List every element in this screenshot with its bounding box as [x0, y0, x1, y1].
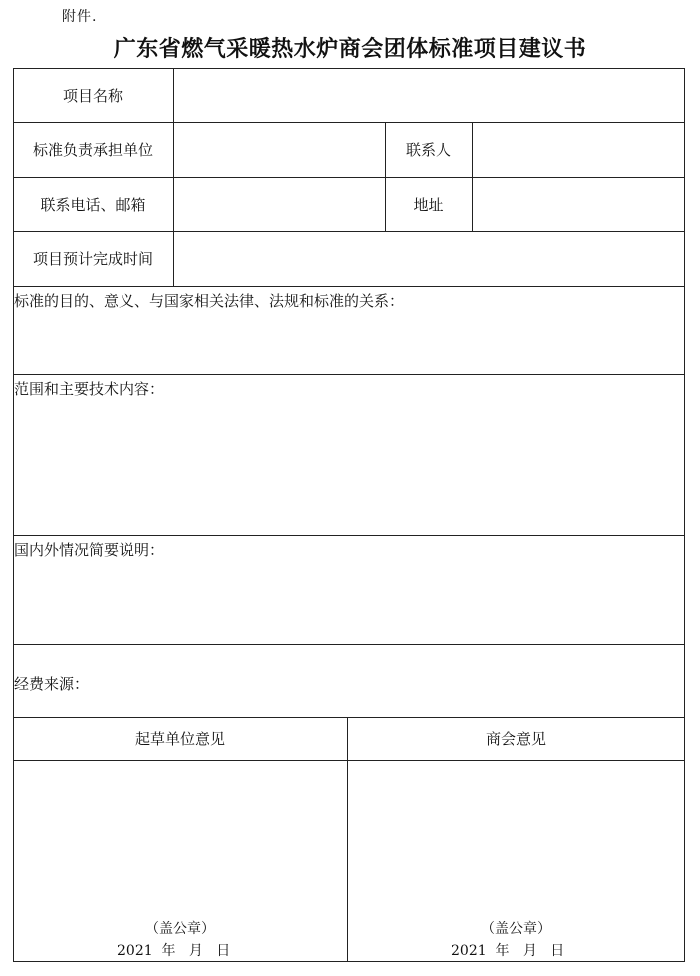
responsible-unit-field[interactable] [174, 123, 384, 177]
page-title: 广东省燃气采暖热水炉商会团体标准项目建议书 [113, 37, 587, 62]
row-divider [13, 535, 685, 536]
contact-person-field[interactable] [473, 123, 684, 177]
drafting-unit-seal-label: （盖公章） [145, 921, 215, 937]
drafting-unit-opinion-header: 起草单位意见 [134, 730, 225, 748]
completion-time-label: 项目预计完成时间 [32, 250, 153, 268]
phone-email-label: 联系电话、邮箱 [40, 195, 146, 214]
scope-section-label: 范围和主要技术内容： [14, 380, 165, 398]
chamber-opinion-header: 商会意见 [485, 730, 546, 748]
contact-person-label: 联系人 [405, 141, 451, 159]
row-divider [13, 286, 685, 287]
chamber-opinion-field[interactable] [348, 761, 684, 911]
project-name-label: 项目名称 [62, 86, 123, 105]
address-field[interactable] [473, 178, 684, 231]
funding-section-label: 经费来源： [14, 675, 90, 693]
domestic-foreign-field[interactable] [14, 559, 684, 644]
funding-field[interactable] [90, 645, 684, 717]
purpose-section-label: 标准的目的、意义、与国家相关法律、法规和标准的关系： [14, 292, 405, 310]
drafting-unit-date: 2021 年 月 日 [117, 943, 231, 959]
drafting-unit-opinion-field[interactable] [14, 761, 347, 911]
phone-email-field[interactable] [174, 178, 384, 231]
completion-time-field[interactable] [174, 232, 684, 286]
address-label: 地址 [413, 195, 444, 214]
row-divider [13, 374, 685, 375]
chamber-seal-label: （盖公章） [481, 921, 551, 937]
scope-field[interactable] [14, 398, 684, 535]
chamber-date: 2021 年 月 日 [451, 943, 565, 959]
project-name-field[interactable] [174, 69, 684, 122]
purpose-field[interactable] [14, 310, 684, 374]
domestic-foreign-section-label: 国内外情况简要说明： [14, 541, 165, 559]
responsible-unit-label: 标准负责承担单位 [32, 141, 153, 159]
attachment-label: 附件. [62, 9, 98, 25]
